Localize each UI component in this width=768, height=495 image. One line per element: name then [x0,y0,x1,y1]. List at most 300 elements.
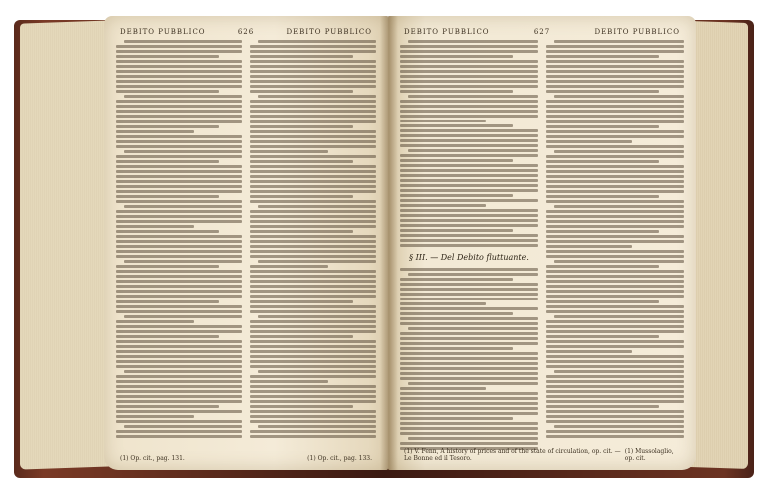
text-line [400,283,538,286]
text-line [250,135,376,138]
text-line [250,310,376,313]
text-line [546,255,684,258]
text-line [400,124,513,127]
text-line [250,340,376,343]
text-line [258,260,376,263]
text-line [400,347,513,350]
text-line [250,125,353,128]
text-line [546,415,684,418]
text-line [116,340,242,343]
text-line [258,315,376,318]
text-line [546,380,684,383]
text-line [554,150,684,153]
right-page [388,16,696,470]
text-line [400,120,486,123]
text-line [400,199,538,202]
section-heading: § III. — Del Debito fluttuante. [409,252,529,262]
text-line [408,95,538,98]
text-line [546,190,684,193]
text-line [546,55,659,58]
right-column-2 [546,40,684,450]
text-line [116,215,242,218]
text-line [546,340,684,343]
text-line [400,164,538,167]
text-line [400,110,538,113]
text-line [258,40,376,43]
text-line [400,154,538,157]
text-line [546,250,684,253]
text-line [400,219,538,222]
text-line [250,180,376,183]
text-line [116,360,242,363]
text-line [250,85,376,88]
text-line [400,224,538,227]
text-line [116,410,242,413]
text-line [250,55,353,58]
text-line [400,372,538,375]
text-line [250,65,376,68]
text-line [408,437,538,440]
text-line [554,315,684,318]
text-line [116,415,194,418]
text-line [546,325,684,328]
text-line [408,149,538,152]
text-line [546,275,684,278]
text-line [546,365,684,368]
text-line [116,135,242,138]
text-line [400,312,513,315]
text-line [116,175,242,178]
text-line [116,115,242,118]
text-line [116,70,242,73]
text-line [116,85,242,88]
text-line [116,270,242,273]
text-line [250,140,376,143]
text-line [250,150,328,153]
text-line [116,395,242,398]
text-line [546,130,684,133]
text-line [250,335,353,338]
text-line [250,380,328,383]
text-line [250,170,376,173]
text-line [546,330,684,333]
text-line [116,200,242,203]
text-line [400,392,538,395]
text-line [546,180,684,183]
text-line [546,430,684,433]
text-line [400,214,538,217]
text-line [546,390,684,393]
text-line [116,420,242,423]
text-line [250,295,376,298]
text-line [400,322,538,325]
text-line [116,240,242,243]
text-line [250,120,376,123]
text-line [546,125,659,128]
text-line [116,305,242,308]
text-line [116,170,242,173]
text-line [250,145,376,148]
text-line [116,400,242,403]
text-line [400,239,538,242]
text-line [250,245,376,248]
text-line [546,160,659,163]
text-line [250,230,353,233]
text-line [116,50,242,53]
text-line [116,185,242,188]
text-line [546,375,684,378]
text-line [250,115,376,118]
text-line [116,430,242,433]
text-line [400,159,513,162]
text-line [124,425,242,428]
text-line [546,170,684,173]
text-line [116,265,219,268]
text-line [116,295,242,298]
text-line [116,75,242,78]
text-line [400,55,513,58]
left-page [104,16,388,470]
text-line [250,320,376,323]
text-line [546,265,659,268]
text-line [116,60,242,63]
right-header-left: DEBITO PUBBLICO [404,28,490,36]
left-column-1 [116,40,242,450]
right-running-head [404,26,680,38]
text-line [250,185,376,188]
text-line [250,70,376,73]
text-line [124,95,242,98]
text-line [400,229,513,232]
text-line [250,105,376,108]
text-line [116,190,242,193]
text-line [546,410,684,413]
text-line [400,134,538,137]
text-line [400,204,486,207]
text-line [400,288,538,291]
text-line [546,320,684,323]
text-line [400,367,538,370]
text-line [250,110,376,113]
text-line [124,150,242,153]
text-line [546,105,684,108]
text-line [400,298,538,301]
text-line [400,412,538,415]
text-line [400,194,513,197]
text-line [400,402,538,405]
text-line [258,370,376,373]
text-line [400,268,538,271]
text-line [250,50,376,53]
text-line [554,260,684,263]
text-line [546,200,684,203]
text-line [546,175,684,178]
text-line [124,205,242,208]
text-line [250,270,376,273]
text-line [116,110,242,113]
text-line [546,60,684,63]
text-line [116,365,242,368]
text-line [400,407,538,410]
text-line [546,290,684,293]
text-line [116,345,242,348]
text-line [250,215,376,218]
text-line [250,90,353,93]
text-line [116,100,242,103]
text-line [400,179,538,182]
text-line [400,169,538,172]
text-line [546,165,684,168]
text-line [400,357,538,360]
text-line [250,155,376,158]
text-line [546,285,684,288]
text-line [400,244,538,247]
text-line [400,65,538,68]
text-line [546,335,659,338]
text-line [546,110,684,113]
text-line [250,80,376,83]
text-line [250,165,376,168]
text-line [400,332,538,335]
text-line [116,435,242,438]
text-line [400,100,538,103]
text-line [250,190,376,193]
text-line [554,205,684,208]
text-line [400,105,538,108]
right-page-number: 627 [533,28,551,36]
text-line [250,275,376,278]
text-line [116,250,242,253]
text-line [546,145,684,148]
text-line [250,280,376,283]
text-line [250,60,376,63]
text-line [400,342,538,345]
text-line [546,155,684,158]
text-line [554,370,684,373]
text-line [554,95,684,98]
text-line [250,75,376,78]
text-line [116,310,242,313]
text-line [250,220,376,223]
text-line [250,410,376,413]
text-line [546,310,684,313]
text-line [546,305,684,308]
left-footnote-1: (1) Op. cit., pag. 131. [120,455,185,462]
text-line [400,422,538,425]
text-line [250,130,376,133]
text-line [258,95,376,98]
text-line [546,400,684,403]
text-line [554,425,684,428]
text-line [116,140,242,143]
text-line [546,120,684,123]
text-line [250,395,376,398]
text-line [546,215,684,218]
text-line [408,40,538,43]
text-line [250,285,376,288]
text-line [250,430,376,433]
text-line [546,385,684,388]
text-line [400,417,513,420]
text-line [400,307,538,310]
text-line [400,427,538,430]
text-line [116,275,242,278]
text-line [116,355,242,358]
text-line [546,90,659,93]
text-line [546,355,684,358]
text-line [116,105,242,108]
text-line [546,230,659,233]
text-line [116,375,242,378]
text-line [116,155,242,158]
text-line [546,270,684,273]
text-line [258,425,376,428]
right-text-columns [400,40,684,450]
text-line [116,380,242,383]
text-line [250,250,376,253]
page-edges-left [20,20,112,469]
text-line [546,80,684,83]
text-line [116,390,242,393]
text-line [116,90,219,93]
text-line [250,390,376,393]
text-line [546,135,684,138]
text-line [250,330,376,333]
text-line [116,220,242,223]
text-line [250,200,376,203]
text-line [546,240,684,243]
text-line [116,405,219,408]
text-line [400,60,538,63]
left-running-head [120,26,372,38]
text-line [400,75,538,78]
text-line [124,40,242,43]
text-line [250,325,376,328]
text-line [250,400,376,403]
text-line [124,315,242,318]
text-line [400,352,538,355]
text-line [400,90,513,93]
right-footnote-1: (1) V. Fenn, A history of prices and of the state of circulation, op. cit. — Le Bonne ed il Tesoro. [404,448,621,462]
text-line [400,293,538,296]
text-line [250,375,376,378]
text-line [116,145,242,148]
text-line [400,432,538,435]
text-line [546,405,659,408]
left-footnotes [120,455,372,462]
left-footnote-2: (1) Op. cit., pag. 133. [307,455,372,462]
text-line [546,420,684,423]
text-line [116,180,242,183]
text-line [546,70,684,73]
text-line [400,387,486,390]
right-header-right: DEBITO PUBBLICO [594,28,680,36]
text-line [546,220,684,223]
text-line [250,175,376,178]
left-header-left: DEBITO PUBBLICO [120,28,206,36]
text-line [400,45,538,48]
text-line [250,355,376,358]
text-line [400,80,538,83]
text-line [116,65,242,68]
text-line [116,285,242,288]
text-line [400,234,538,237]
text-line [116,80,242,83]
text-line [116,210,242,213]
text-line [408,327,538,330]
text-line [116,55,219,58]
right-footnotes [404,448,680,462]
left-column-2 [250,40,376,450]
text-line [250,345,376,348]
text-line [116,325,242,328]
book-gutter [380,16,398,470]
text-line [116,235,242,238]
text-line [400,337,538,340]
text-line [554,40,684,43]
text-line [250,290,376,293]
text-line [250,235,376,238]
text-line [400,317,538,320]
text-line [250,420,376,423]
right-column-1 [400,40,538,450]
left-text-columns [116,40,376,450]
text-line [546,295,684,298]
text-line [546,435,684,438]
text-line [546,280,684,283]
text-line [116,320,194,323]
text-line [116,335,219,338]
text-line [400,50,538,53]
text-line [116,230,219,233]
text-line [250,350,376,353]
text-line [250,415,376,418]
text-line [546,85,684,88]
text-line [250,360,376,363]
text-line [116,165,242,168]
text-line [116,280,242,283]
text-line [250,225,376,228]
text-line [546,50,684,53]
text-line [546,235,684,238]
text-line [250,45,376,48]
text-line [116,130,194,133]
text-line [116,160,219,163]
text-line [116,300,219,303]
text-line [250,265,328,268]
text-line [116,350,242,353]
text-line [116,330,242,333]
text-line [250,210,376,213]
text-line [116,255,242,258]
text-line [400,115,538,118]
text-line [250,240,376,243]
text-line [400,139,538,142]
text-line [400,85,538,88]
text-line [400,129,538,132]
text-line [546,195,659,198]
text-line [546,350,632,353]
text-line [400,302,486,305]
text-line [400,377,538,380]
text-line [400,278,513,281]
text-line [116,195,219,198]
text-line [258,205,376,208]
text-line [400,442,538,445]
text-line [250,100,376,103]
text-line [116,125,219,128]
text-line [546,140,632,143]
